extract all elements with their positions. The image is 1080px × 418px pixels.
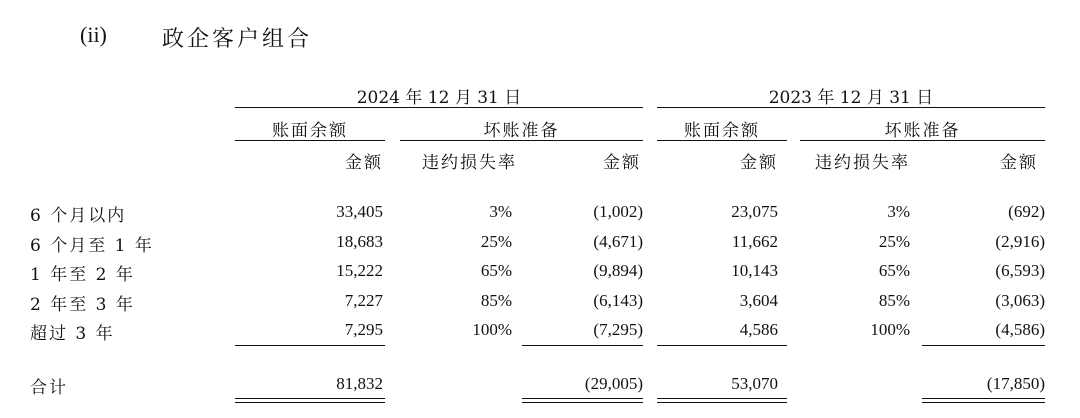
table-cell: (2,916): [995, 232, 1045, 251]
subtotal-line-gross-2023: [657, 345, 787, 346]
table-cell: (1,002): [593, 202, 643, 221]
amount-label-2024: 金额: [345, 153, 383, 173]
table-cell: 85%: [480, 291, 512, 310]
gross-2023-underline: [657, 140, 787, 141]
table-cell: 7,227: [344, 291, 383, 310]
table-cell: (6,143): [593, 291, 643, 310]
table-cell: 3%: [887, 202, 910, 221]
gross-header-2023: 账面余额: [684, 121, 760, 141]
table-cell: 100%: [870, 320, 910, 339]
gross-2024-underline: [235, 140, 385, 141]
total-label: 合计: [30, 378, 68, 398]
allowance-amount-label-2023: 金额: [1000, 153, 1038, 173]
period-2024-underline: [235, 107, 643, 108]
table-cell: (9,894): [593, 261, 643, 280]
allowance-header-2024: 坏账准备: [483, 121, 560, 141]
table-cell: 4,586: [739, 320, 778, 339]
section-number: (ii): [80, 22, 107, 47]
row-label: 6 个月以内: [30, 206, 127, 226]
table-cell: (4,671): [593, 232, 643, 251]
table-cell: (3,063): [995, 291, 1045, 310]
table-cell: (692): [1008, 202, 1045, 221]
rate-label-2024: 违约损失率: [422, 153, 517, 173]
total-double-line-gross-2023: [657, 398, 787, 403]
row-label: 超过 3 年: [30, 324, 115, 344]
period-2024-date: 2024 年 12 月 31 日: [356, 88, 522, 108]
total-double-line-allowance-2023: [922, 398, 1045, 403]
period-2023-date: 2023 年 12 月 31 日: [768, 88, 934, 108]
table-cell: 23,075: [731, 202, 778, 221]
rate-label-2023: 违约损失率: [815, 153, 910, 173]
table-cell: 85%: [878, 291, 910, 310]
row-label: 6 个月至 1 年: [30, 236, 154, 256]
subtotal-line-allowance-2023: [922, 345, 1045, 346]
table-cell: (6,593): [995, 261, 1045, 280]
total-gross-2023: 53,070: [731, 374, 778, 393]
allowance-header-2023: 坏账准备: [884, 121, 961, 141]
total-double-line-gross-2024: [235, 398, 385, 403]
table-cell: (4,586): [995, 320, 1045, 339]
table-cell: 18,683: [336, 232, 383, 251]
amount-label-2023: 金额: [740, 153, 778, 173]
subtotal-line-allowance-2024: [522, 345, 643, 346]
table-cell: (7,295): [593, 320, 643, 339]
table-cell: 25%: [878, 232, 910, 251]
table-cell: 33,405: [336, 202, 383, 221]
table-cell: 65%: [480, 261, 512, 280]
total-allowance-2023: (17,850): [986, 374, 1045, 393]
section-title: 政企客户组合: [162, 27, 313, 52]
allowance-2023-underline: [800, 140, 1045, 141]
table-cell: 15,222: [336, 261, 383, 280]
table-cell: 100%: [472, 320, 512, 339]
allowance-2024-underline: [400, 140, 643, 141]
table-cell: 3,604: [739, 291, 778, 310]
gross-header-2024: 账面余额: [272, 121, 348, 141]
allowance-amount-label-2024: 金额: [603, 153, 641, 173]
row-label: 2 年至 3 年: [30, 295, 135, 315]
table-cell: 3%: [489, 202, 512, 221]
row-label: 1 年至 2 年: [30, 265, 135, 285]
table-cell: 25%: [480, 232, 512, 251]
total-gross-2024: 81,832: [336, 374, 383, 393]
table-cell: 10,143: [731, 261, 778, 280]
period-2023-underline: [657, 107, 1045, 108]
total-double-line-allowance-2024: [522, 398, 643, 403]
table-cell: 65%: [878, 261, 910, 280]
subtotal-line-gross-2024: [235, 345, 385, 346]
table-cell: 7,295: [344, 320, 383, 339]
table-cell: 11,662: [731, 232, 778, 251]
total-allowance-2024: (29,005): [584, 374, 643, 393]
